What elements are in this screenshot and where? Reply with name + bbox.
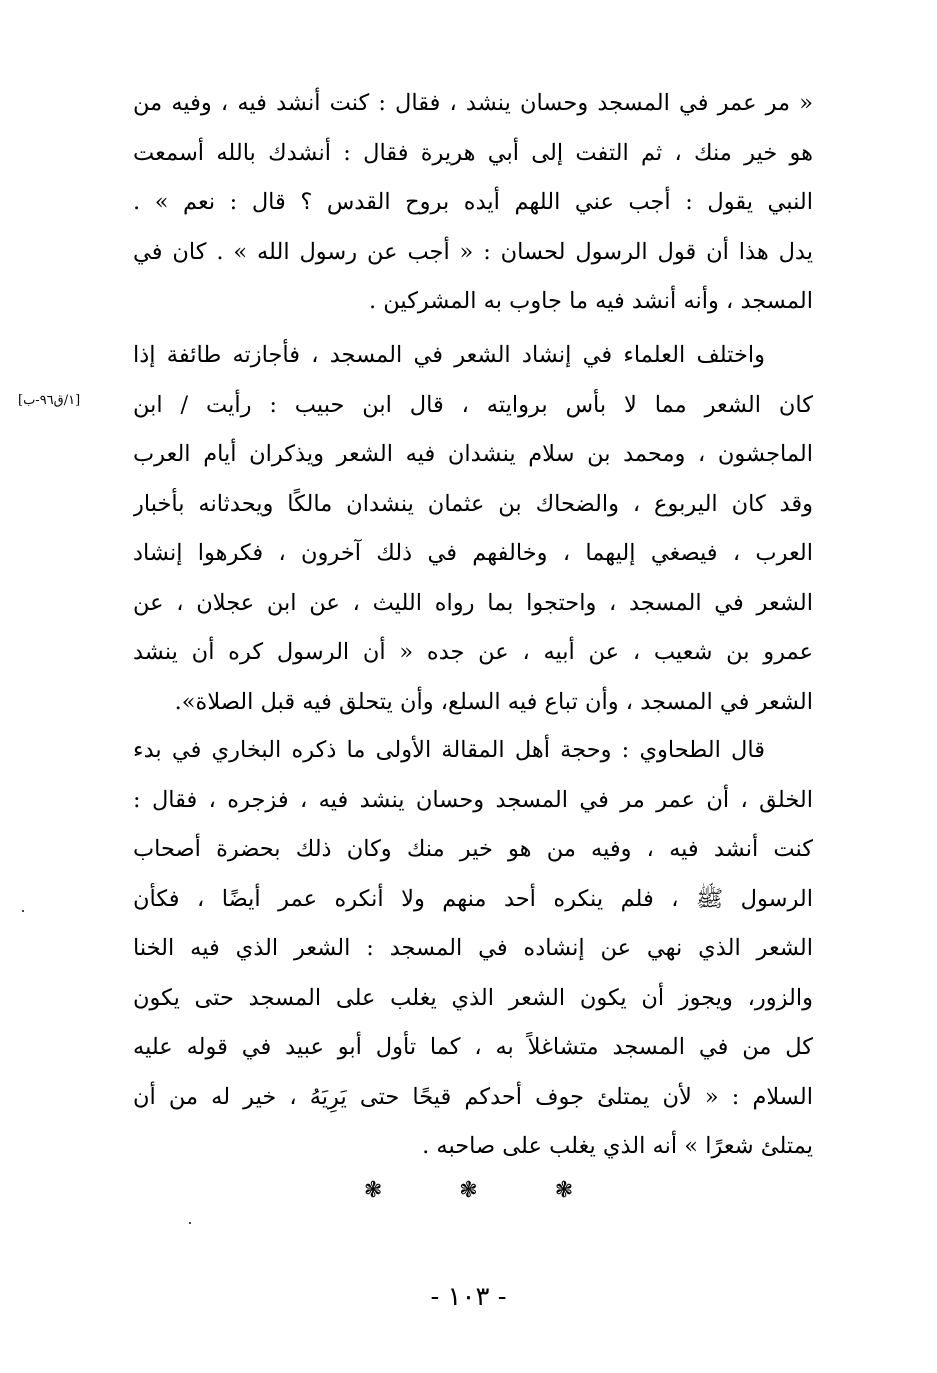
- text-line: كل من في المسجد متشاغلاً به ، كما تأول أبو عبيد في قوله عليه: [133, 1034, 813, 1060]
- scan-speck: [22, 910, 24, 912]
- scan-speck: [189, 1222, 191, 1224]
- text-line: الشعر في المسجد ، واحتجوا بما رواه الليث ، عن ابن عجلان ، عن: [133, 589, 813, 616]
- paragraph-2: [133, 331, 813, 727]
- section-separator: [0, 1178, 937, 1203]
- page-number: - ١٠٣ -: [430, 1282, 507, 1312]
- text-line: وقد كان اليربوع ، والضحاك بن عثمان ينشدان مالكًا ويحدثانه بأخبار: [133, 490, 813, 517]
- text-line: والزور، ويجوز أن يكون الشعر الذي يغلب على المسجد حتى يكون: [133, 984, 813, 1011]
- text-line: الرسول ﷺ ، فلم ينكره أحد منهم ولا أنكره عمر أيضًا ، فكأن: [133, 885, 813, 912]
- text-line: الشعر الذي نهي عن إنشاده في المسجد : الشعر الذي فيه الخنا: [133, 935, 813, 961]
- asterism-icon: ❃: [363, 1178, 383, 1203]
- text-line: العرب ، فيصغي إليهما ، وخالفهم في ذلك آخرون ، فكرهوا إنشاد: [133, 540, 813, 566]
- text-line: عمرو بن شعيب ، عن أبيه ، عن جده « أن الرسول كره أن ينشد: [133, 639, 813, 665]
- paragraph-1: [133, 79, 813, 327]
- text-line: واختلف العلماء في إنشاد الشعر في المسجد ، فأجازته طائفة إذا: [133, 342, 765, 368]
- text-line: المسجد ، وأنه أنشد فيه ما جاوب به المشركين .: [368, 288, 813, 314]
- text-line: النبي يقول : أجب عني اللهم أيده بروح القدس ؟ قال : نعم » .: [133, 189, 813, 215]
- text-line: يدل هذا أن قول الرسول لحسان : « أجب عن رسول الله » . كان في: [133, 238, 813, 265]
- paragraph-3: [133, 726, 813, 1172]
- asterism-icon: ❃: [554, 1178, 574, 1203]
- text-line: الماجشون ، ومحمد بن سلام ينشدان فيه الشعر ويذكران أيام العرب: [133, 441, 813, 467]
- text-line: هو خير منك ، ثم التفت إلى أبي هريرة فقال : أنشدك بالله أسمعت: [133, 139, 813, 166]
- text-line: قال الطحاوي : وحجة أهل المقالة الأولى ما ذكره البخاري في بدء: [133, 737, 765, 763]
- text-line: كان الشعر مما لا بأس بروايته ، قال ابن حبيب : رأيت / ابن: [133, 391, 813, 418]
- text-line: يمتلئ شعرًا » أنه الذي يغلب على صاحبه .: [422, 1133, 813, 1159]
- text-line: « مر عمر في المسجد وحسان ينشد ، فقال : كنت أنشد فيه ، وفيه من: [133, 90, 813, 116]
- text-line: الخلق ، أن عمر مر في المسجد وحسان ينشد فيه ، فزجره ، فقال :: [133, 786, 813, 813]
- text-line: السلام : « لأن يمتلئ جوف أحدكم قيحًا حتى يَرِيَهُ ، خير له من أن: [133, 1083, 813, 1110]
- text-line: كنت أنشد فيه ، وفيه من هو خير منك وكان ذلك بحضرة أصحاب: [133, 836, 813, 862]
- manuscript-folio-note: [١/ق٩٦-ب]: [18, 393, 81, 408]
- asterism-icon: ❃: [459, 1178, 478, 1203]
- text-line: الشعر في المسجد ، وأن تباع فيه السلع، وأن يتحلق فيه قبل الصلاة».: [174, 688, 813, 715]
